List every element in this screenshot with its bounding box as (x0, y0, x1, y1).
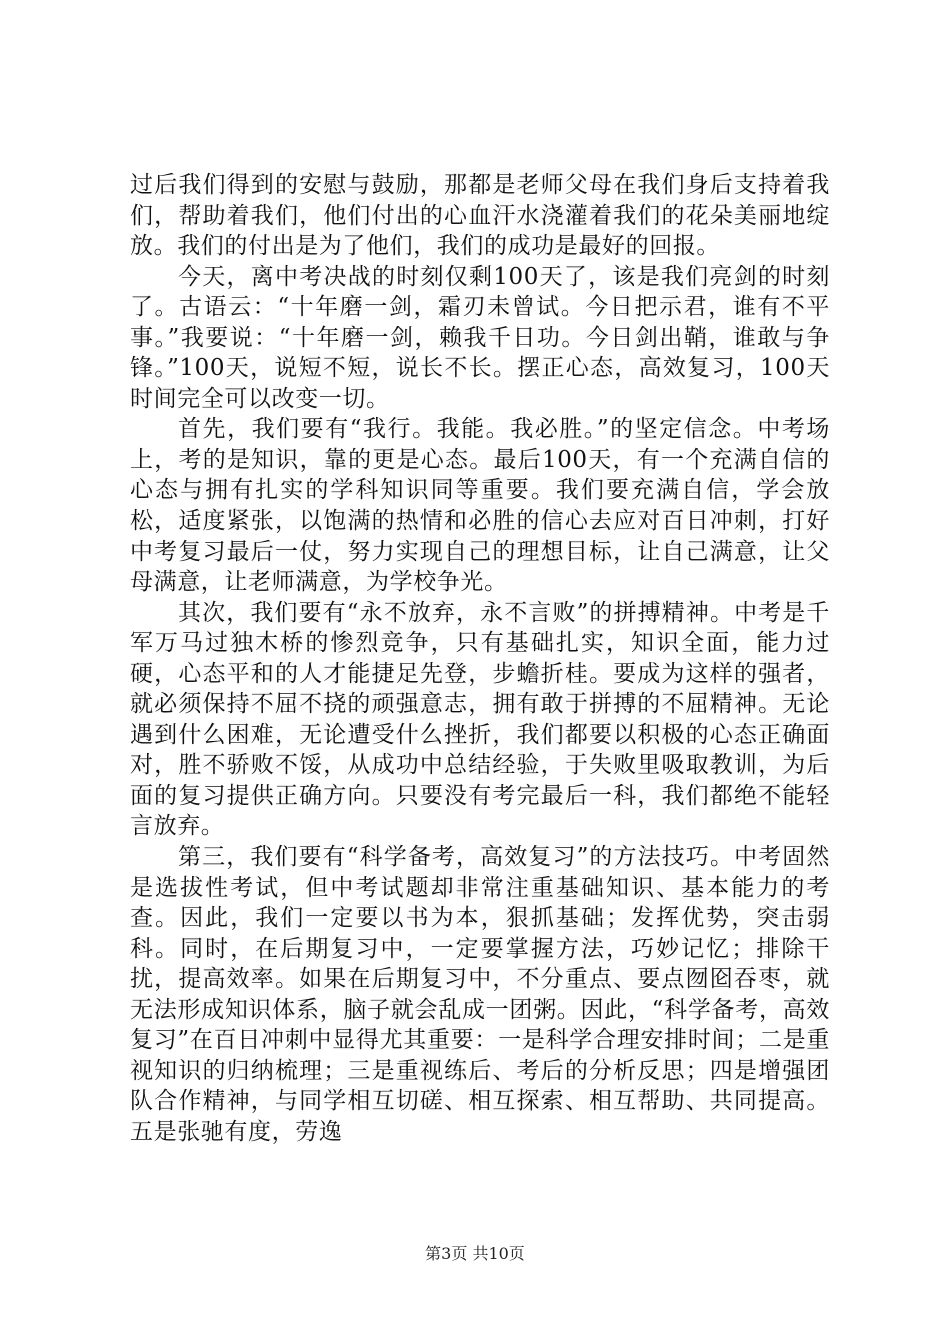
document-body (130, 170, 830, 1148)
paragraph-5: 第三，我们要有“科学备考，高效复习”的方法技巧。中考固然是选拔性考试，但中考试题却非常注重基础知识、基本能力的考查。因此，我们一定要以书为本，狠抓基础；发挥优势，突击弱科。同时，在后期复习中，一定要掌握方法，巧妙记忆；排除干扰，提高效率。如果在后期复习中，不分重点、要点囫囵吞枣，就无法形成知识体系，脑子就会乱成一团粥。因此，“科学备考，高效复习”在百日冲刺中显得尤其重要：一是科学合理安排时间；二是重视知识的归纳梳理；三是重视练后、考后的分析反思；四是增强团队合作精神，与同学相互切磋、相互探索、相互帮助、共同提高。五是张驰有度，劳逸 (130, 844, 830, 1145)
paragraph-1: 过后我们得到的安慰与鼓励，那都是老师父母在我们身后支持着我们，帮助着我们，他们付出的心血汗水浇灌着我们的花朵美丽地绽放。我们的付出是为了他们，我们的成功是最好的回报。 (130, 172, 830, 260)
paragraph-4: 其次，我们要有“永不放弃，永不言败”的拼搏精神。中考是千军万马过独木桥的惨烈竞争，只有基础扎实，知识全面，能力过硬，心态平和的人才能捷足先登，步蟾折桂。要成为这样的强者，就必须保持不屈不挠的顽强意志，拥有敢于拼搏的不屈精神。无论遇到什么困难，无论遭受什么挫折，我们都要以积极的心态正确面对，胜不骄败不馁，从成功中总结经验，于失败里吸取教训，为后面的复习提供正确方向。只要没有考完最后一科，我们都绝不能轻言放弃。 (130, 599, 830, 840)
paragraph-2: 今天，离中考决战的时刻仅剩100天了，该是我们亮剑的时刻了。古语云：“十年磨一剑，霜刃未曾试。今日把示君，谁有不平事。”我要说：“十年磨一剑，赖我千日功。今日剑出鞘，谁敢与争锋。”100天，说短不短，说长不长。摆正心态，高效复习，100天时间完全可以改变一切。 (130, 263, 830, 412)
page-footer: 第3页 共10页 (425, 1244, 525, 1263)
paragraph-3: 首先，我们要有“我行。我能。我必胜。”的坚定信念。中考场上，考的是知识，靠的更是心态。最后100天，有一个充满自信的心态与拥有扎实的学科知识同等重要。我们要充满自信，学会放松，适度紧张，以饱满的热情和必胜的信心去应对百日冲刺，打好中考复习最后一仗，努力实现自己的理想目标，让自己满意，让父母满意，让老师满意，为学校争光。 (130, 416, 830, 596)
